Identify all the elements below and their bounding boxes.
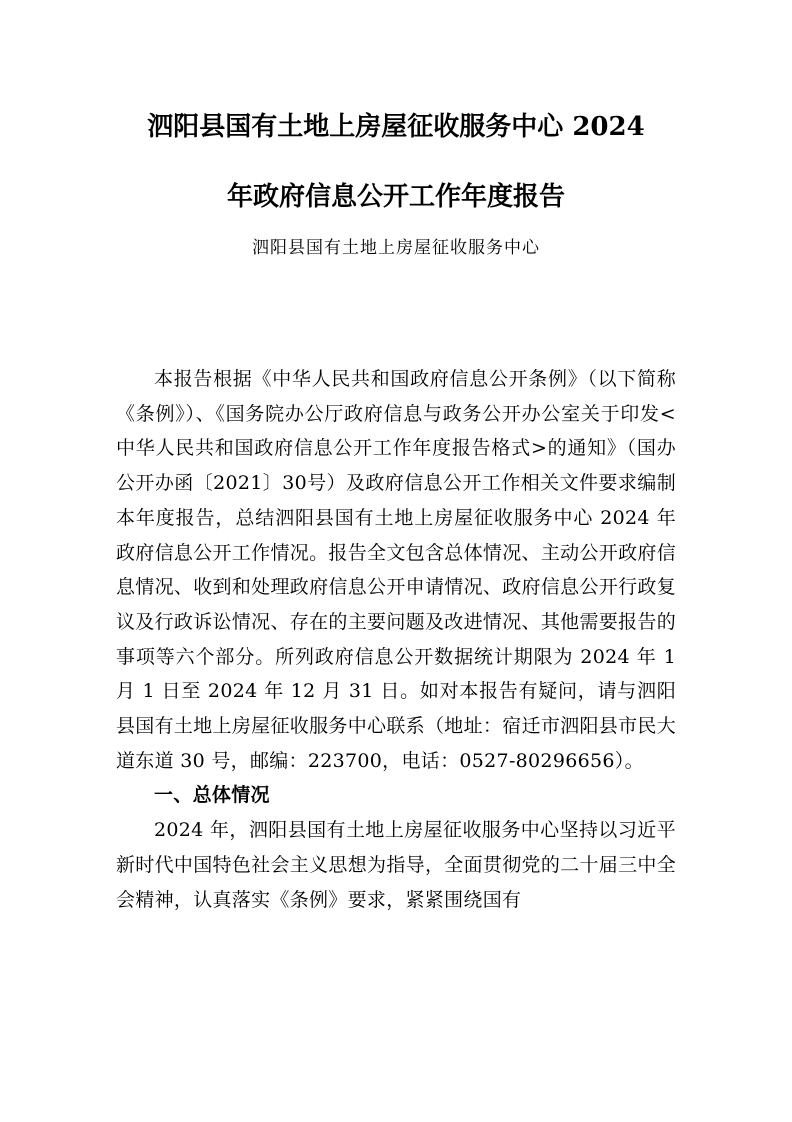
document-title-line-1: 泗阳县国有土地上房屋征收服务中心 2024 bbox=[147, 112, 645, 142]
document-body bbox=[116, 362, 676, 917]
overview-paragraph: 2024 年，泗阳县国有土地上房屋征收服务中心坚持以习近平新时代中国特色社会主义思想为指导，全面贯彻党的二十届三中全会精神，认真落实《条例》要求，紧紧围绕国有 bbox=[116, 819, 676, 911]
issuer-name: 泗阳县国有土地上房屋征收服务中心 bbox=[252, 238, 540, 258]
section-heading-overview: 一、总体情况 bbox=[154, 784, 270, 807]
title-block bbox=[116, 0, 676, 262]
intro-paragraph: 本报告根据《中华人民共和国政府信息公开条例》（以下简称《条例》）、《国务院办公厅政府信息与政务公开办公室关于印发<中华人民共和国政府信息公开工作年度报告格式>的通知》（国办公开办函〔2021〕30号）及政府信息公开工作相关文件要求编制本年度报告，总结泗阳县国有土地上房屋征收服务中心 2024 年政府信息公开工作情况。报告全文包含总体情况、主动公开政府信息情况、收到和处理政府信息公开申请情况、政府信息公开行政复议及行政诉讼情况、存在的主要问题及改进情况、其他需要报告的事项等六个部分。所列政府信息公开数据统计期限为 2024 年 1 月 1 日至 2024 年 12 月 31 日。如对本报告有疑问，请与泗阳县国有土地上房屋征收服务中心联系（地址：宿迁市泗阳县市民大道东道 30 号，邮编：223700，电话：0527-80296656）。 bbox=[116, 368, 676, 772]
document-title-line-2: 年政府信息公开工作年度报告 bbox=[226, 182, 565, 212]
